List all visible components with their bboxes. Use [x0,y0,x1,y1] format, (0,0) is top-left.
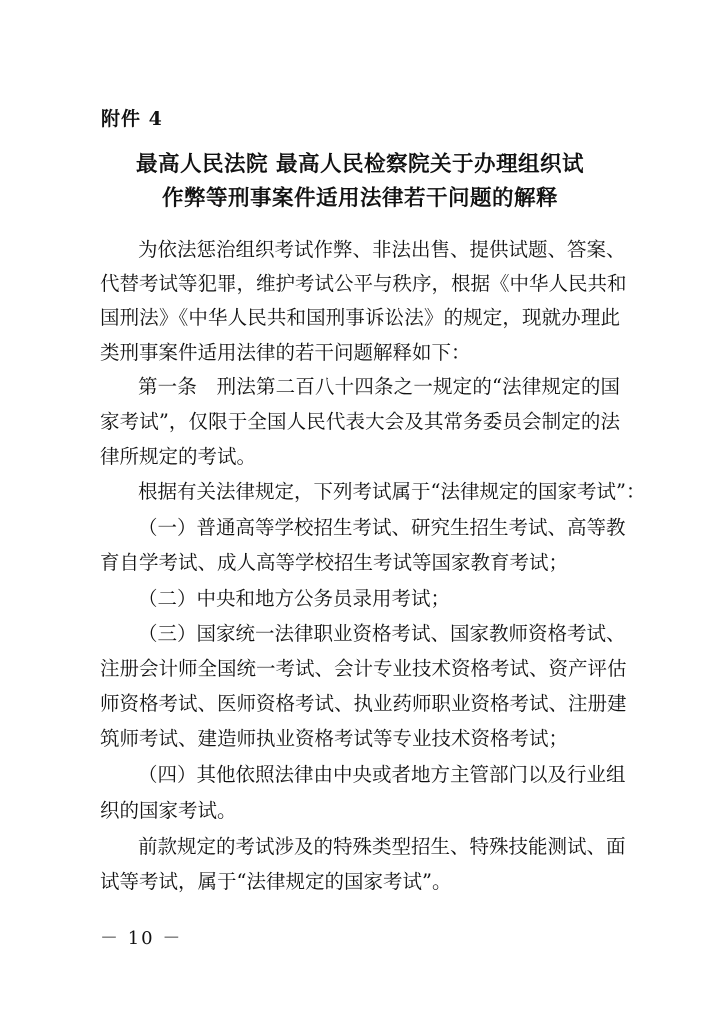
body-line: 前款规定的考试涉及的特殊类型招生、特殊技能测试、面 [138,835,626,858]
body-line: 类刑事案件适用法律的若干问题解释如下： [100,341,471,364]
body-line: 律所规定的考试。 [100,445,257,468]
body-line: （四）其他依照法律由中央或者地方主管部门以及行业组 [138,763,626,786]
body-line: 织的国家考试。 [100,799,237,822]
body-line: 代替考试等犯罪，维护考试公平与秩序，根据《中华人民共和 [100,272,627,295]
body-line: 国刑法》《中华人民共和国刑事诉讼法》的规定，现就办理此 [100,306,620,329]
body-line: 家考试”，仅限于全国人民代表大会及其常务委员会制定的法 [100,410,620,433]
page-number: － 10 － [100,928,183,949]
body-line: （二）中央和地方公务员录用考试； [138,587,451,610]
body-line: 试等考试，属于“法律规定的国家考试”。 [100,870,452,893]
document-title-line-2: 作弊等刑事案件适用法律若干问题的解释 [161,186,558,211]
body-line: （一）普通高等学校招生考试、研究生招生考试、高等教 [138,516,626,539]
body-line: 为依法惩治组织考试作弊、非法出售、提供试题、答案、 [138,238,626,261]
body-line: 注册会计师全国统一考试、会计专业技术资格考试、资产评估 [100,657,627,680]
body-line: 第一条 刑法第二百八十四条之一规定的“法律规定的国 [138,375,620,398]
attachment-label: 附件 4 [101,108,163,130]
body-line: 筑师考试、建造师执业资格考试等专业技术资格考试； [100,727,569,750]
body-line: 师资格考试、医师资格考试、执业药师职业资格考试、注册建 [100,692,627,715]
body-line: （三）国家统一法律职业资格考试、国家教师资格考试、 [138,622,626,645]
body-line: 育自学考试、成人高等学校招生考试等国家教育考试； [100,551,569,574]
document-title-line-1: 最高人民法院 最高人民检察院关于办理组织试 [136,152,584,177]
body-line: 根据有关法律规定，下列考试属于“法律规定的国家考试”： [138,480,646,503]
